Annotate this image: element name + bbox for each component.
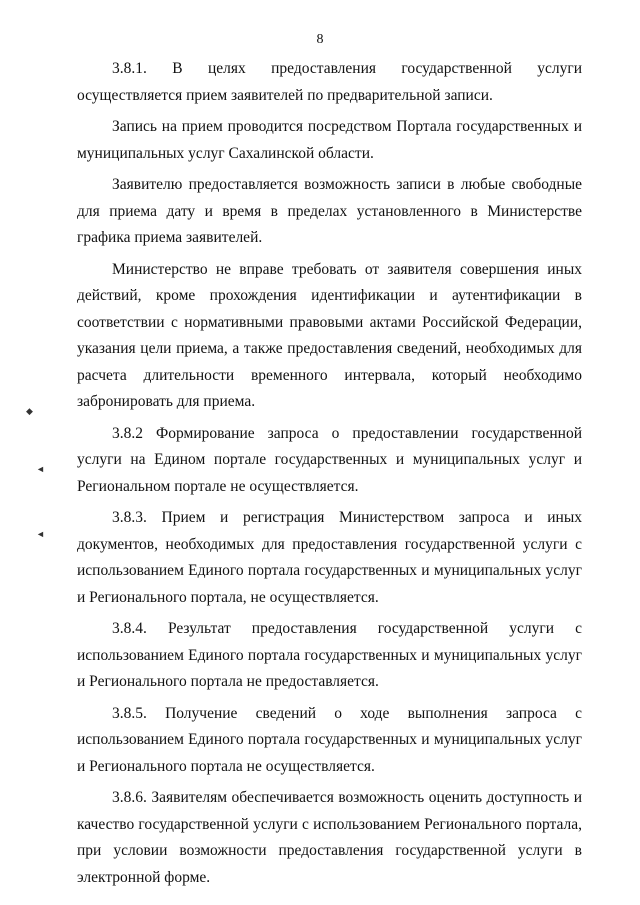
paragraph-appointment-portal: Запись на прием проводится посредством Портала государственных и муниципальных услуг Сахалинской области.: [77, 118, 582, 162]
margin-mark-3: ◄: [36, 529, 45, 539]
paragraph-3-8-1: 3.8.1. В целях предоставления государственной услуги осуществляется прием заявителей по предварительной записи.: [77, 60, 582, 104]
paragraph-appointment-time: Заявителю предоставляется возможность записи в любые свободные для приема дату и время в пределах установленного в Министерстве графика приема заявителей.: [77, 176, 582, 246]
page-number: 8: [316, 32, 324, 47]
document-body: [77, 56, 582, 891]
margin-mark-2: ◄: [36, 464, 45, 474]
paragraph-3-8-2: 3.8.2 Формирование запроса о предоставлении государственной услуги на Едином портале государственных и муниципальных услуг и Региональном портале не осуществляется.: [77, 424, 582, 495]
margin-mark-1: ◆: [26, 406, 33, 416]
paragraph-3-8-5: 3.8.5. Получение сведений о ходе выполнения запроса с использованием Единого портала государственных и муниципальных услуг и Регионального портала не осуществляется.: [77, 704, 582, 775]
paragraph-3-8-4: 3.8.4. Результат предоставления государственной услуги с использованием Единого портала государственных и муниципальных услуг и Регионального портала не предоставляется.: [77, 620, 582, 690]
paragraph-ministry-restrictions: Министерство не вправе требовать от заявителя совершения иных действий, кроме прохождения идентификации и аутентификации в соответствии с нормативными правовыми актами Российской Федерации, указания цели приема, а также предоставления сведений, необходимых для расчета длительности временного интервала, который необходимо забронировать для приема.: [77, 260, 582, 410]
paragraph-3-8-6: 3.8.6. Заявителям обеспечивается возможность оценить доступность и качество государственной услуги с использованием Регионального портала, при условии возможности предоставления государственной услуги в электронной форме.: [77, 789, 582, 886]
paragraph-3-8-3: 3.8.3. Прием и регистрация Министерством запроса и иных документов, необходимых для предоставления государственной услуги с использованием Единого портала государственных и муниципальных услуг и Регионального портала, не осуществляется.: [77, 509, 582, 606]
